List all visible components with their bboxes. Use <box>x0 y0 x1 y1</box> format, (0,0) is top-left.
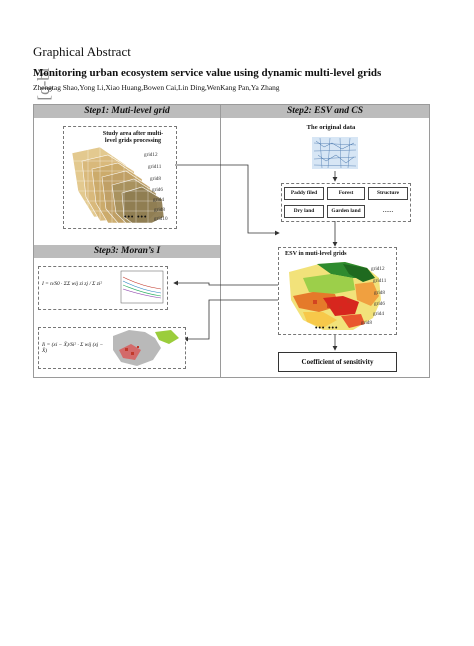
study-area-label: Study area after multi-level grids processing <box>98 130 168 144</box>
section-heading: Graphical Abstract <box>33 44 131 59</box>
land-type-box: Structure <box>368 187 408 200</box>
original-data-label: The original data <box>306 124 356 131</box>
grid-label: grid4 <box>153 197 164 203</box>
grid-label: grid12 <box>144 152 158 158</box>
grid-label: grid6 <box>374 301 385 307</box>
grid-label: grid11 <box>373 278 387 284</box>
esv-grid-card <box>278 247 397 335</box>
grid-label: grid8 <box>361 320 372 326</box>
global-moran-formula: I = n/S0 · ΣΣ wij zi zj / Σ zi² <box>42 281 102 287</box>
land-type-box: Paddy filed <box>284 187 324 200</box>
grid-label: grid8 <box>374 290 385 296</box>
grid-label: grid8 <box>150 176 161 182</box>
grid-label: grid10 <box>154 216 168 222</box>
graphical-abstract-figure <box>33 104 430 378</box>
author-list: Zhengtag Shao,Yong Li,Xiao Huang,Bowen Cai,Lin Ding,WenKang Pan,Ya Zhang <box>33 83 280 92</box>
step1-header: Step1: Muti-level grid <box>34 105 220 118</box>
step2-header: Step2: ESV and CS <box>221 105 429 118</box>
moran-chart-illustration <box>117 269 165 307</box>
grid-label: grid8 <box>154 207 165 213</box>
local-moran-formula: Ii = (xi − X̄)/Si² · Σ wij (xj − X̄) <box>42 342 104 354</box>
global-moran-card <box>38 266 168 310</box>
esv-label: ESV in muti-level grids <box>285 250 365 257</box>
coefficient-of-sensitivity-box: Coefficient of sensitivity <box>278 352 397 372</box>
land-type-box: Forest <box>327 187 365 200</box>
grid-label: grid6 <box>152 187 163 193</box>
grid-label: grid12 <box>371 266 385 272</box>
lisa-map-illustration <box>109 328 183 368</box>
more-grids-ellipsis: ••• ••• <box>315 324 339 332</box>
grid-label: grid4 <box>373 311 384 317</box>
land-type-box: …… <box>368 205 408 218</box>
step3-header: Step3: Moran’s I <box>34 245 220 258</box>
land-type-box: Garden land <box>327 205 365 218</box>
paper-title: Monitoring urban ecosystem service value using dynamic multi-level grids <box>33 67 382 79</box>
more-grids-ellipsis: ••• ••• <box>124 213 148 221</box>
land-type-box: Dry land <box>284 205 324 218</box>
local-moran-card <box>38 327 186 369</box>
grid-label: grid11 <box>148 164 162 170</box>
